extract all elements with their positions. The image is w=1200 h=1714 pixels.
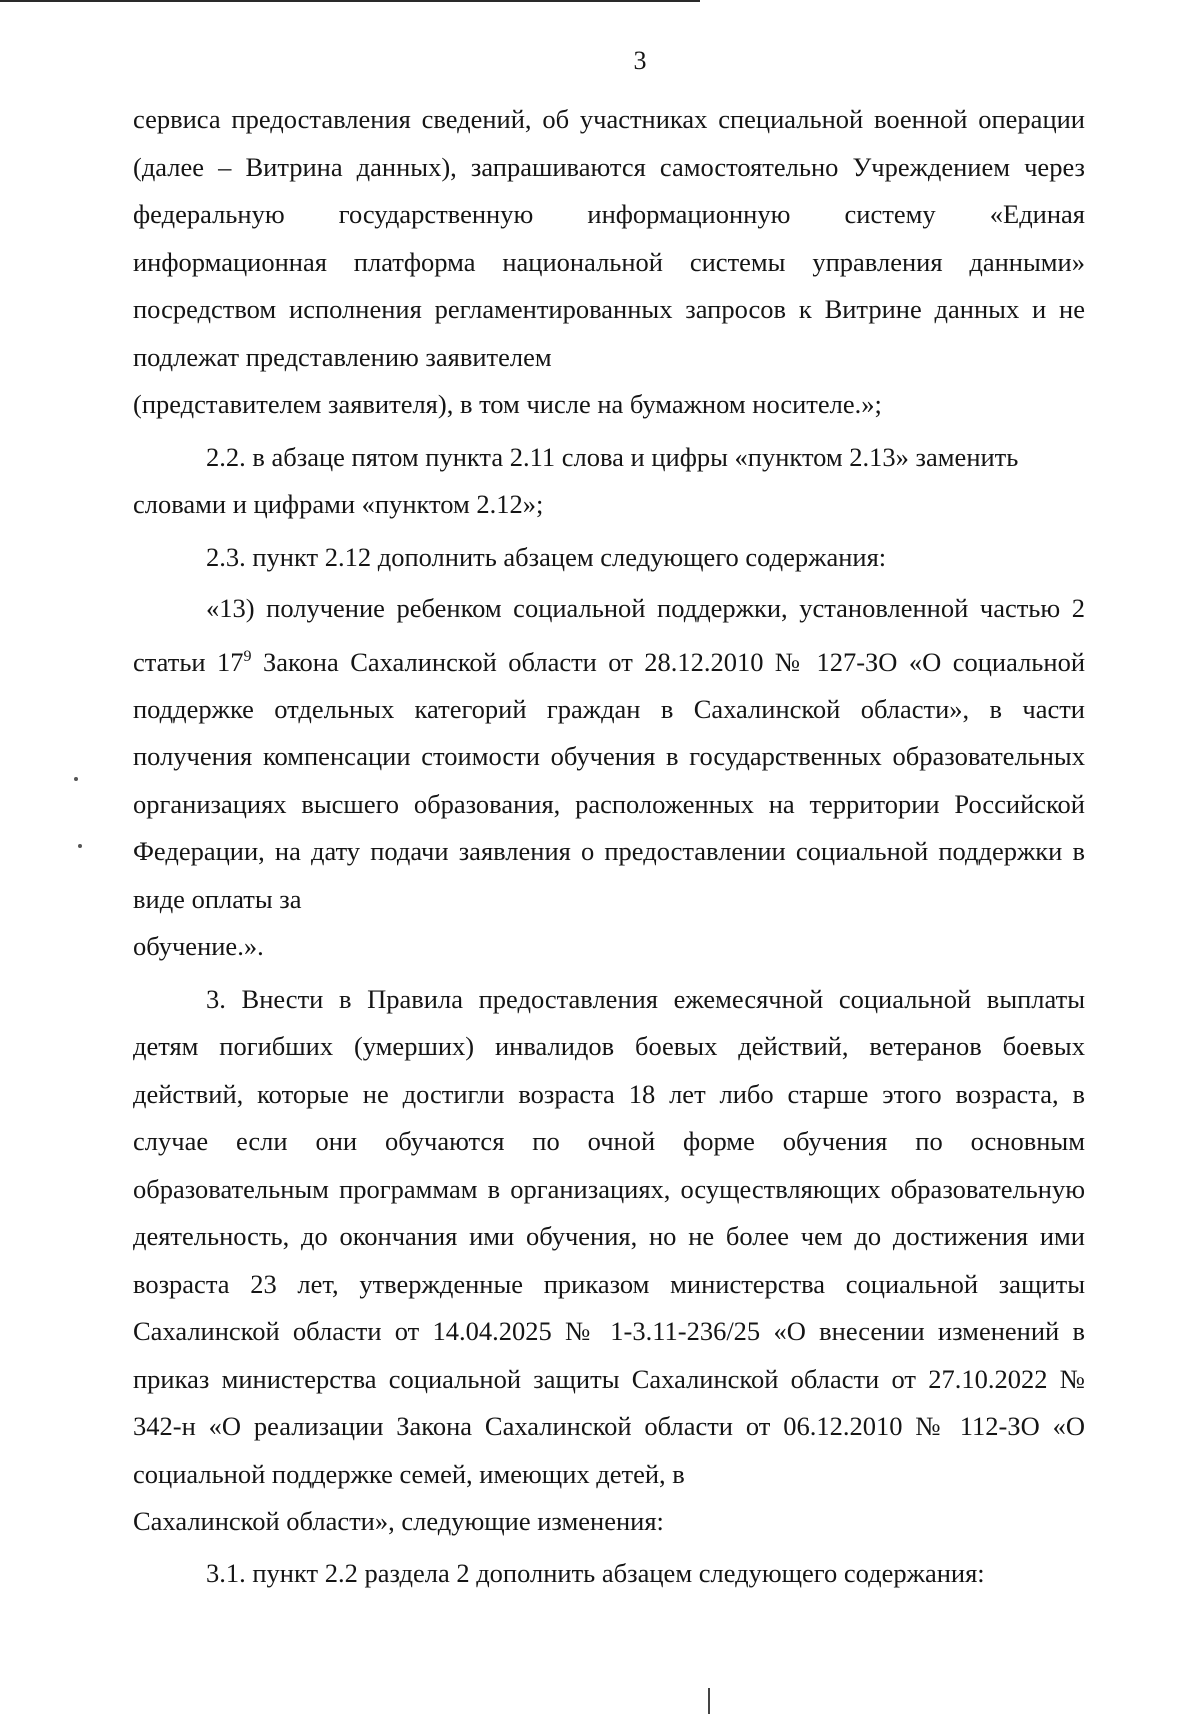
paragraph-continuation <box>133 96 1085 429</box>
paragraph-last-line: Сахалинской области», следующие изменения: <box>133 1506 664 1537</box>
paragraph-text <box>133 585 1085 923</box>
page-number: 3 <box>633 46 647 75</box>
paragraph-text: 3. Внести в Правила предоставления ежемесячной социальной выплаты детям погибших (умерших) инвалидов боевых действий, ветеранов боевых действий, которые не достигли возраста 18 лет либо старше этого возраста, в случае если они обучаются по очной форме обучения по основным образовательным программам в организациях, осуществляющих образовательную деятельность, до окончания ими обучения, но не более чем до достижения ими возраста 23 лет, утвержденные приказом министерства социальной защиты Сахалинской области от 14.04.2025 № 1-3.11-236/25 «О внесении изменений в приказ министерства социальной защиты Сахалинской области от 27.10.2022 № 342-н «О реализации Закона Сахалинской области от 06.12.2010 № 112-ЗО «О социальной поддержке семей, имеющих детей, в <box>133 983 1085 1489</box>
top-edge-rule <box>0 0 700 2</box>
paragraph-last-line: словами и цифрами «пунктом 2.12»; <box>133 489 544 519</box>
paragraph-last-line: обучение.». <box>133 931 264 962</box>
paragraph-last-line: 2.3. пункт 2.12 дополнить абзацем следующего содержания: <box>206 541 887 572</box>
paragraph-3-1 <box>133 1550 1085 1598</box>
paragraph-text: 2.2. в абзаце пятом пункта 2.11 слова и цифры «пунктом 2.13» заменить <box>206 441 1019 472</box>
scan-speck <box>78 844 82 848</box>
paragraph-last-line: 3.1. пункт 2.2 раздела 2 дополнить абзацем следующего содержания: <box>206 1557 985 1588</box>
paragraph-3 <box>133 976 1085 1546</box>
paragraph-text-start: «13) получение ребенком социальной поддержки, установленной частью 2 статьи 17 <box>133 593 1085 677</box>
paragraph-2-3 <box>133 534 1085 582</box>
paragraph-last-line: (представителем заявителя), в том числе на бумажном носителе.»; <box>133 389 882 419</box>
scan-mark <box>708 1688 716 1714</box>
document-body <box>133 96 1085 1597</box>
paragraph-2-2 <box>133 434 1085 529</box>
superscript: 9 <box>243 647 252 665</box>
paragraph-item-13 <box>133 585 1085 971</box>
scan-speck <box>74 777 78 781</box>
paragraph-text-end: Закона Сахалинской области от 28.12.2010 № 127-ЗО «О социальной поддержке отдельных категорий граждан в Сахалинской области», в части получения компенсации стоимости обучения в государственных образовательных организациях высшего образования, расположенных на территории Российской Федерации, на дату подачи заявления о предоставлении социальной поддержки в виде оплаты за <box>133 646 1086 914</box>
paragraph-text: сервиса предоставления сведений, об участниках специальной военной операции (далее – Витрина данных), запрашиваются самостоятельно Учреждением через федеральную государственную информационную систему «Единая информационная платформа национальной системы управления данными» посредством исполнения регламентированных запросов к Витрине данных и не подлежат представлению заявителем <box>133 104 1085 372</box>
